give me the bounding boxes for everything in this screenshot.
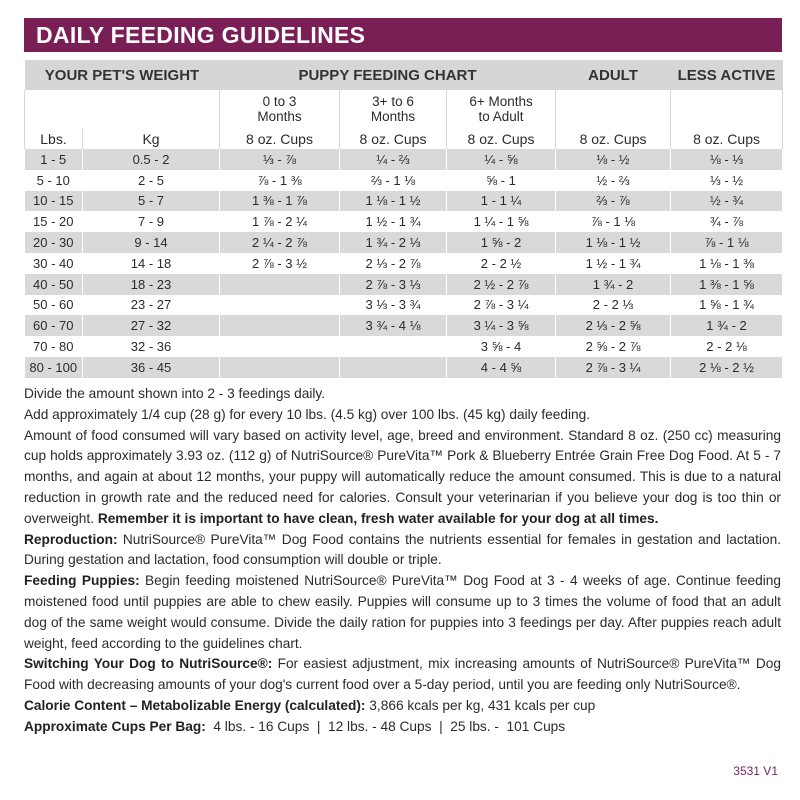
table-cell: 2 ⅛ - 2 ½ xyxy=(671,357,783,378)
table-cell: ⅞ - 1 ⅛ xyxy=(671,232,783,253)
feeding-notes xyxy=(24,384,781,738)
table-cell xyxy=(220,295,340,316)
unit-cups: 8 oz. Cups xyxy=(447,128,556,149)
table-units-row xyxy=(25,128,783,149)
unit-cups: 8 oz. Cups xyxy=(671,128,783,149)
page-title: DAILY FEEDING GUIDELINES xyxy=(36,22,366,48)
table-cell: ½ - ⅔ xyxy=(556,170,671,191)
table-cell: 1 ¼ - 1 ⅝ xyxy=(447,211,556,232)
table-cell: 7 - 9 xyxy=(83,211,220,232)
table-row xyxy=(25,149,783,170)
table-cell: 2 - 5 xyxy=(83,170,220,191)
unit-cups: 8 oz. Cups xyxy=(340,128,447,149)
table-cell: ¾ - ⅞ xyxy=(671,211,783,232)
table-cell: 2 ⅓ - 2 ⅞ xyxy=(340,253,447,274)
table-row xyxy=(25,170,783,191)
table-row xyxy=(25,191,783,212)
table-cell: 32 - 36 xyxy=(83,336,220,357)
table-cell: ½ - ¾ xyxy=(671,191,783,212)
table-body xyxy=(25,149,783,378)
table-cell: 27 - 32 xyxy=(83,315,220,336)
table-cell: ⅔ - 1 ⅛ xyxy=(340,170,447,191)
table-cell: 5 - 7 xyxy=(83,191,220,212)
subheader-blank xyxy=(25,90,220,128)
table-cell: 10 - 15 xyxy=(25,191,83,212)
table-cell: 1 ⅜ - 1 ⅞ xyxy=(220,191,340,212)
note-amount: Amount of food consumed will vary based on activity level, age, breed and environment. Standard 8 oz. (250 cc) measuring cup holds approximately 3.93 oz. (112 g) of NutriSource® PureVita™ Pork & Blueberry Entrée Grain Free Dog Food. At 5 - 7 months, and again at about 12 months, your puppy will automatically reduce the amount consumed. This is due to a natural reduction in growth rate and the reduced need for calories. Consult your veterinarian if you believe your dog is too thin or overweight. Remember it is important to have clean, fresh water available for your dog at all times. xyxy=(24,427,781,526)
note-calorie-content: Calorie Content – Metabolizable Energy (calculated): 3,866 kcals per kg, 431 kcals per cup xyxy=(24,697,596,713)
table-cell: 60 - 70 xyxy=(25,315,83,336)
table-row xyxy=(25,232,783,253)
table-cell: 1 ⅛ - 1 ⅜ xyxy=(671,253,783,274)
unit-cups: 8 oz. Cups xyxy=(556,128,671,149)
table-cell: ¼ - ⅔ xyxy=(340,149,447,170)
table-cell: 1 ¾ - 2 xyxy=(556,274,671,295)
table-cell: 1 ⅝ - 1 ¾ xyxy=(671,295,783,316)
header-puppy-chart: PUPPY FEEDING CHART xyxy=(220,60,556,90)
table-cell: ⅔ - ⅞ xyxy=(556,191,671,212)
note-cups-per-bag: Approximate Cups Per Bag: 4 lbs. - 16 Cups | 12 lbs. - 48 Cups | 25 lbs. - 101 Cups xyxy=(24,718,566,734)
table-cell: 2 ⅞ - 3 ½ xyxy=(220,253,340,274)
table-cell: 3 ¼ - 3 ⅝ xyxy=(447,315,556,336)
table-cell xyxy=(220,357,340,378)
table-row xyxy=(25,357,783,378)
unit-cups: 8 oz. Cups xyxy=(220,128,340,149)
table-cell: 70 - 80 xyxy=(25,336,83,357)
table-cell: ⅞ - 1 ⅜ xyxy=(220,170,340,191)
table-cell: 3 ⅓ - 3 ¾ xyxy=(340,295,447,316)
header-pet-weight: YOUR PET'S WEIGHT xyxy=(25,60,220,90)
header-adult: ADULT xyxy=(556,60,671,90)
table-cell xyxy=(220,315,340,336)
table-cell: 2 - 2 ½ xyxy=(447,253,556,274)
note-reproduction: Reproduction: NutriSource® PureVita™ Dog Food contains the nutrients essential for females in gestation and lactation. During gestation and lactation, food consumption will double or triple. xyxy=(24,531,781,568)
table-cell: ⅛ - ½ xyxy=(556,149,671,170)
table-cell: 1 ½ - 1 ¾ xyxy=(340,211,447,232)
table-cell: 9 - 14 xyxy=(83,232,220,253)
table-cell: ⅓ - ½ xyxy=(671,170,783,191)
table-header-row xyxy=(25,60,783,90)
subheader-3-6-months: 3+ to 6 Months xyxy=(340,90,447,128)
table-cell: 1 ⅛ - 1 ½ xyxy=(340,191,447,212)
subheader-6-months-adult: 6+ Months to Adult xyxy=(447,90,556,128)
table-row xyxy=(25,336,783,357)
table-cell: 1 ⅝ - 2 xyxy=(447,232,556,253)
document-code: 3531 V1 xyxy=(733,764,778,778)
table-cell: ⅓ - ⅞ xyxy=(220,149,340,170)
table-cell: 1 - 5 xyxy=(25,149,83,170)
table-cell: 80 - 100 xyxy=(25,357,83,378)
note-feeding-puppies: Feeding Puppies: Begin feeding moistened NutriSource® PureVita™ Dog Food at 3 - 4 weeks of age. Continue feeding moistened food until puppies are able to chew easily. Puppies will consume up to 3 times the volume of food that an adult dog of the same weight would consume. Divide the daily ration for puppies into 3 feedings per day. After puppies reach adult weight, feed according to the guidelines chart. xyxy=(24,573,781,651)
table-subheader-row xyxy=(25,90,783,128)
table-row xyxy=(25,274,783,295)
table-row xyxy=(25,295,783,316)
table-cell xyxy=(220,274,340,295)
table-cell: 14 - 18 xyxy=(83,253,220,274)
table-cell: 2 ¼ - 2 ⅞ xyxy=(220,232,340,253)
table-cell: 2 - 2 ⅛ xyxy=(671,336,783,357)
subheader-0-3-months: 0 to 3 Months xyxy=(220,90,340,128)
table-cell: 1 ¾ - 2 ⅓ xyxy=(340,232,447,253)
table-cell: 1 ⅜ - 1 ⅝ xyxy=(671,274,783,295)
table-cell: 1 ¾ - 2 xyxy=(671,315,783,336)
table-row xyxy=(25,253,783,274)
table-cell: 1 - 1 ¼ xyxy=(447,191,556,212)
unit-lbs: Lbs. xyxy=(25,128,83,149)
table-cell: ⅝ - 1 xyxy=(447,170,556,191)
table-cell: 2 ⅝ - 2 ⅞ xyxy=(556,336,671,357)
note-switching: Switching Your Dog to NutriSource®: For easiest adjustment, mix increasing amounts of NutriSource® PureVita™ Dog Food with decreasing amounts of your dog's current food over a 5-day period, until you are feeding only NutriSource®. xyxy=(24,656,781,693)
table-cell xyxy=(220,336,340,357)
table-cell: 36 - 45 xyxy=(83,357,220,378)
table-cell: 1 ⅛ - 1 ½ xyxy=(556,232,671,253)
table-cell: 1 ⅞ - 2 ¼ xyxy=(220,211,340,232)
table-cell: 23 - 27 xyxy=(83,295,220,316)
table-cell xyxy=(340,357,447,378)
table-cell: 3 ¾ - 4 ⅛ xyxy=(340,315,447,336)
table-cell: 2 ½ - 2 ⅞ xyxy=(447,274,556,295)
subheader-adult-blank xyxy=(556,90,671,128)
table-cell: 3 ⅝ - 4 xyxy=(447,336,556,357)
table-cell: 18 - 23 xyxy=(83,274,220,295)
table-cell: 2 ⅞ - 3 ¼ xyxy=(447,295,556,316)
unit-kg: Kg xyxy=(83,128,220,149)
table-cell: 1 ½ - 1 ¾ xyxy=(556,253,671,274)
page-title-banner xyxy=(24,18,782,52)
table-cell: 2 ⅞ - 3 ¼ xyxy=(556,357,671,378)
table-cell: 15 - 20 xyxy=(25,211,83,232)
table-cell: 40 - 50 xyxy=(25,274,83,295)
note-divide: Divide the amount shown into 2 - 3 feedings daily. xyxy=(24,386,326,401)
note-add: Add approximately 1/4 cup (28 g) for every 10 lbs. (4.5 kg) over 100 lbs. (45 kg) daily feeding. xyxy=(24,406,591,422)
table-cell: 2 ⅞ - 3 ⅓ xyxy=(340,274,447,295)
table-cell: ⅛ - ⅓ xyxy=(671,149,783,170)
table-row xyxy=(25,315,783,336)
table-cell: 2 - 2 ⅓ xyxy=(556,295,671,316)
table-cell: ⅞ - 1 ⅛ xyxy=(556,211,671,232)
table-cell: 50 - 60 xyxy=(25,295,83,316)
table-cell: ¼ - ⅝ xyxy=(447,149,556,170)
subheader-less-active-blank xyxy=(671,90,783,128)
table-cell: 4 - 4 ⅝ xyxy=(447,357,556,378)
table-cell: 20 - 30 xyxy=(25,232,83,253)
table-cell: 5 - 10 xyxy=(25,170,83,191)
table-cell: 2 ⅓ - 2 ⅝ xyxy=(556,315,671,336)
header-less-active: LESS ACTIVE xyxy=(671,60,783,90)
table-cell: 0.5 - 2 xyxy=(83,149,220,170)
table-cell: 30 - 40 xyxy=(25,253,83,274)
table-cell xyxy=(340,336,447,357)
table-row xyxy=(25,211,783,232)
feeding-chart-table xyxy=(24,60,783,378)
